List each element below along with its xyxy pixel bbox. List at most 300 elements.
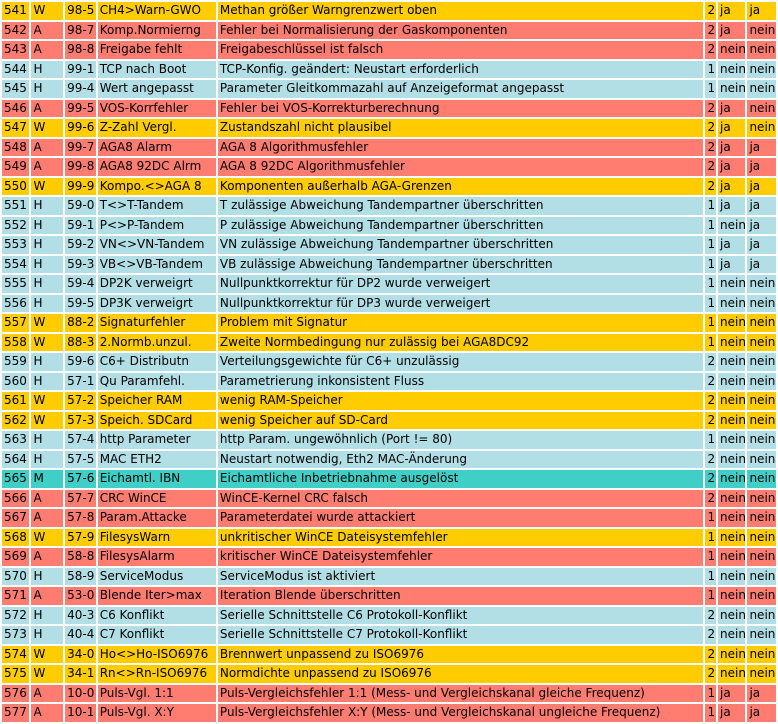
message-short-text-cell: Kompo.<>AGA 8: [98, 178, 216, 196]
message-level-cell: 2: [705, 139, 716, 157]
message-level-cell: 1: [705, 61, 716, 79]
message-flag1-cell: ja: [718, 236, 745, 254]
message-number-cell: 571: [2, 587, 29, 605]
message-level-cell: 2: [705, 2, 716, 20]
message-flag2-cell: nein: [747, 509, 776, 527]
message-short-text-cell: C6+ Distributn: [98, 353, 216, 371]
message-short-text-cell: P<>P-Tandem: [98, 217, 216, 235]
message-short-text-cell: Speicher RAM: [98, 392, 216, 410]
table-row: [2, 431, 776, 449]
message-short-text-cell: Z-Zahl Vergl.: [98, 119, 216, 137]
message-description-cell: Normdichte unpassend zu ISO6976: [218, 665, 704, 683]
message-flag1-cell: nein: [718, 392, 745, 410]
table-row: [2, 61, 776, 79]
message-description-cell: Iteration Blende überschritten: [218, 587, 704, 605]
message-type-cell: H: [31, 568, 63, 586]
message-flag2-cell: nein: [747, 100, 776, 118]
message-code-cell: 59-1: [65, 217, 96, 235]
message-number-cell: 562: [2, 412, 29, 430]
message-level-cell: 2: [705, 100, 716, 118]
message-type-cell: A: [31, 100, 63, 118]
message-number-cell: 574: [2, 646, 29, 664]
message-type-cell: H: [31, 373, 63, 391]
message-flag1-cell: nein: [718, 529, 745, 547]
message-flag1-cell: nein: [718, 431, 745, 449]
message-flag1-cell: nein: [718, 412, 745, 430]
table-row: [2, 548, 776, 566]
message-type-cell: W: [31, 2, 63, 20]
message-short-text-cell: DP2K verweigrt: [98, 275, 216, 293]
message-flag2-cell: nein: [747, 353, 776, 371]
message-description-cell: Komponenten außerhalb AGA-Grenzen: [218, 178, 704, 196]
table-row: [2, 665, 776, 683]
message-number-cell: 559: [2, 353, 29, 371]
message-number-cell: 551: [2, 197, 29, 215]
message-number-cell: 545: [2, 80, 29, 98]
message-code-cell: 99-9: [65, 178, 96, 196]
message-number-cell: 555: [2, 275, 29, 293]
message-number-cell: 567: [2, 509, 29, 527]
message-type-cell: A: [31, 685, 63, 703]
message-flag1-cell: ja: [718, 197, 745, 215]
message-flag1-cell: nein: [718, 295, 745, 313]
message-description-cell: Serielle Schnittstelle C6 Protokoll-Konflikt: [218, 607, 704, 625]
message-type-cell: W: [31, 665, 63, 683]
message-number-cell: 569: [2, 548, 29, 566]
message-type-cell: H: [31, 61, 63, 79]
message-description-cell: VN zulässige Abweichung Tandempartner überschritten: [218, 236, 704, 254]
table-row: [2, 568, 776, 586]
message-flag2-cell: ja: [747, 256, 776, 274]
message-type-cell: H: [31, 626, 63, 644]
message-flag1-cell: ja: [718, 178, 745, 196]
message-code-cell: 57-5: [65, 451, 96, 469]
message-flag2-cell: nein: [747, 568, 776, 586]
message-level-cell: 2: [705, 353, 716, 371]
message-number-cell: 572: [2, 607, 29, 625]
message-number-cell: 577: [2, 704, 29, 722]
message-flag2-cell: nein: [747, 275, 776, 293]
message-code-cell: 88-3: [65, 334, 96, 352]
message-level-cell: 2: [705, 392, 716, 410]
message-code-cell: 57-9: [65, 529, 96, 547]
message-code-cell: 57-6: [65, 470, 96, 488]
message-level-cell: 1: [705, 685, 716, 703]
message-code-cell: 59-2: [65, 236, 96, 254]
message-type-cell: W: [31, 646, 63, 664]
message-level-cell: 1: [705, 548, 716, 566]
message-short-text-cell: Blende Iter>max: [98, 587, 216, 605]
message-flag2-cell: nein: [747, 392, 776, 410]
message-level-cell: 1: [705, 217, 716, 235]
table-row: [2, 685, 776, 703]
message-code-cell: 99-8: [65, 158, 96, 176]
message-number-cell: 544: [2, 61, 29, 79]
message-flag1-cell: nein: [718, 314, 745, 332]
message-number-cell: 575: [2, 665, 29, 683]
message-short-text-cell: MAC ETH2: [98, 451, 216, 469]
message-code-cell: 40-4: [65, 626, 96, 644]
message-code-cell: 57-3: [65, 412, 96, 430]
message-short-text-cell: Qu Paramfehl.: [98, 373, 216, 391]
message-number-cell: 560: [2, 373, 29, 391]
message-flag1-cell: nein: [718, 61, 745, 79]
table-row: [2, 236, 776, 254]
message-number-cell: 541: [2, 2, 29, 20]
table-row: [2, 334, 776, 352]
message-number-cell: 554: [2, 256, 29, 274]
message-flag1-cell: nein: [718, 470, 745, 488]
message-level-cell: 1: [705, 275, 716, 293]
message-code-cell: 99-4: [65, 80, 96, 98]
message-short-text-cell: AGA8 92DC Alrm: [98, 158, 216, 176]
message-level-cell: 2: [705, 626, 716, 644]
message-type-cell: A: [31, 139, 63, 157]
message-short-text-cell: Freigabe fehlt: [98, 41, 216, 59]
message-number-cell: 553: [2, 236, 29, 254]
message-type-cell: A: [31, 587, 63, 605]
message-type-cell: H: [31, 275, 63, 293]
message-flag2-cell: ja: [747, 704, 776, 722]
message-code-cell: 53-0: [65, 587, 96, 605]
message-description-cell: Parametrierung inkonsistent Fluss: [218, 373, 704, 391]
message-flag1-cell: nein: [718, 334, 745, 352]
message-short-text-cell: AGA8 Alarm: [98, 139, 216, 157]
message-flag2-cell: nein: [747, 626, 776, 644]
message-code-cell: 88-2: [65, 314, 96, 332]
message-number-cell: 558: [2, 334, 29, 352]
message-flag1-cell: nein: [718, 607, 745, 625]
message-flag2-cell: nein: [747, 373, 776, 391]
message-type-cell: H: [31, 80, 63, 98]
message-type-cell: A: [31, 704, 63, 722]
message-level-cell: 2: [705, 490, 716, 508]
message-description-cell: http Param. ungewöhnlich (Port != 80): [218, 431, 704, 449]
message-code-cell: 40-3: [65, 607, 96, 625]
message-code-cell: 57-4: [65, 431, 96, 449]
message-flag2-cell: nein: [747, 529, 776, 547]
message-description-cell: P zulässige Abweichung Tandempartner überschritten: [218, 217, 704, 235]
message-number-cell: 564: [2, 451, 29, 469]
message-short-text-cell: CH4>Warn-GWO: [98, 2, 216, 20]
message-code-cell: 34-1: [65, 665, 96, 683]
message-level-cell: 1: [705, 334, 716, 352]
message-short-text-cell: DP3K verweigrt: [98, 295, 216, 313]
message-number-cell: 547: [2, 119, 29, 137]
message-type-cell: H: [31, 353, 63, 371]
message-type-cell: H: [31, 217, 63, 235]
message-flag2-cell: nein: [747, 119, 776, 137]
table-row: [2, 80, 776, 98]
message-flag2-cell: nein: [747, 607, 776, 625]
message-short-text-cell: http Parameter: [98, 431, 216, 449]
table-row: [2, 2, 776, 20]
message-short-text-cell: TCP nach Boot: [98, 61, 216, 79]
message-description-cell: Fehler bei Normalisierung der Gaskomponenten: [218, 22, 704, 40]
table-row: [2, 412, 776, 430]
message-code-cell: 59-0: [65, 197, 96, 215]
table-row: [2, 470, 776, 488]
message-code-cell: 98-8: [65, 41, 96, 59]
message-description-cell: TCP-Konfig. geändert: Neustart erforderlich: [218, 61, 704, 79]
message-type-cell: A: [31, 490, 63, 508]
message-description-cell: Nullpunktkorrektur für DP2 wurde verweigert: [218, 275, 704, 293]
message-flag2-cell: ja: [747, 685, 776, 703]
message-description-cell: Freigabeschlüssel ist falsch: [218, 41, 704, 59]
message-code-cell: 99-1: [65, 61, 96, 79]
message-short-text-cell: T<>T-Tandem: [98, 197, 216, 215]
message-flag2-cell: nein: [747, 334, 776, 352]
message-level-cell: 2: [705, 470, 716, 488]
message-number-cell: 566: [2, 490, 29, 508]
message-level-cell: 2: [705, 412, 716, 430]
message-description-cell: Fehler bei VOS-Korrekturberechnung: [218, 100, 704, 118]
message-flag1-cell: ja: [718, 685, 745, 703]
table-row: [2, 178, 776, 196]
message-flag1-cell: nein: [718, 548, 745, 566]
table-row: [2, 158, 776, 176]
message-flag1-cell: ja: [718, 256, 745, 274]
table-row: [2, 314, 776, 332]
message-flag2-cell: nein: [747, 80, 776, 98]
message-number-cell: 550: [2, 178, 29, 196]
message-code-cell: 57-2: [65, 392, 96, 410]
message-description-cell: kritischer WinCE Dateisystemfehler: [218, 548, 704, 566]
message-description-cell: AGA 8 Algorithmusfehler: [218, 139, 704, 157]
message-number-cell: 565: [2, 470, 29, 488]
table-row: [2, 451, 776, 469]
message-level-cell: 1: [705, 704, 716, 722]
message-level-cell: 2: [705, 22, 716, 40]
table-row: [2, 607, 776, 625]
message-short-text-cell: Param.Attacke: [98, 509, 216, 527]
table-row: [2, 392, 776, 410]
message-level-cell: 2: [705, 665, 716, 683]
message-short-text-cell: Speich. SDCard: [98, 412, 216, 430]
message-flag1-cell: nein: [718, 626, 745, 644]
message-type-cell: H: [31, 236, 63, 254]
message-type-cell: H: [31, 451, 63, 469]
message-level-cell: 2: [705, 646, 716, 664]
message-description-cell: ServiceModus ist aktiviert: [218, 568, 704, 586]
table-row: [2, 509, 776, 527]
message-flag2-cell: nein: [747, 41, 776, 59]
message-flag1-cell: ja: [718, 2, 745, 20]
message-number-cell: 573: [2, 626, 29, 644]
message-level-cell: 1: [705, 587, 716, 605]
table-row: [2, 529, 776, 547]
message-flag2-cell: nein: [747, 412, 776, 430]
message-flag2-cell: nein: [747, 431, 776, 449]
message-flag1-cell: nein: [718, 353, 745, 371]
message-description-cell: WinCE-Kernel CRC falsch: [218, 490, 704, 508]
message-flag1-cell: nein: [718, 568, 745, 586]
message-flag2-cell: ja: [747, 236, 776, 254]
message-short-text-cell: FilesysAlarm: [98, 548, 216, 566]
message-code-cell: 59-3: [65, 256, 96, 274]
message-description-cell: Puls-Vergleichsfehler 1:1 (Mess- und Vergleichskanal gleiche Frequenz): [218, 685, 704, 703]
message-type-cell: W: [31, 412, 63, 430]
message-flag2-cell: nein: [747, 22, 776, 40]
message-code-cell: 10-1: [65, 704, 96, 722]
message-type-cell: W: [31, 314, 63, 332]
message-flag1-cell: nein: [718, 490, 745, 508]
message-flag2-cell: ja: [747, 178, 776, 196]
message-type-cell: A: [31, 41, 63, 59]
table-row: [2, 41, 776, 59]
table-row: [2, 22, 776, 40]
table-row: [2, 353, 776, 371]
message-short-text-cell: VN<>VN-Tandem: [98, 236, 216, 254]
message-flag1-cell: nein: [718, 665, 745, 683]
message-level-cell: 1: [705, 431, 716, 449]
message-short-text-cell: Ho<>Ho-ISO6976: [98, 646, 216, 664]
message-number-cell: 576: [2, 685, 29, 703]
message-type-cell: W: [31, 178, 63, 196]
message-level-cell: 1: [705, 314, 716, 332]
message-type-cell: W: [31, 119, 63, 137]
message-description-cell: unkritischer WinCE Dateisystemfehler: [218, 529, 704, 547]
message-number-cell: 548: [2, 139, 29, 157]
message-short-text-cell: C7 Konflikt: [98, 626, 216, 644]
message-level-cell: 2: [705, 607, 716, 625]
message-level-cell: 1: [705, 256, 716, 274]
message-level-cell: 1: [705, 568, 716, 586]
message-description-cell: VB zulässige Abweichung Tandempartner überschritten: [218, 256, 704, 274]
message-flag1-cell: nein: [718, 451, 745, 469]
message-code-cell: 99-5: [65, 100, 96, 118]
message-description-cell: Methan größer Warngrenzwert oben: [218, 2, 704, 20]
table-row: [2, 217, 776, 235]
message-code-cell: 57-8: [65, 509, 96, 527]
message-flag1-cell: ja: [718, 704, 745, 722]
message-code-cell: 57-7: [65, 490, 96, 508]
table-row: [2, 490, 776, 508]
message-short-text-cell: 2.Normb.unzul.: [98, 334, 216, 352]
message-number-cell: 543: [2, 41, 29, 59]
table-row: [2, 587, 776, 605]
message-description-cell: Neustart notwendig, Eth2 MAC-Änderung: [218, 451, 704, 469]
table-row: [2, 139, 776, 157]
message-code-cell: 58-9: [65, 568, 96, 586]
message-flag2-cell: nein: [747, 665, 776, 683]
message-short-text-cell: VOS-Korrfehler: [98, 100, 216, 118]
message-flag2-cell: nein: [747, 61, 776, 79]
message-description-cell: Brennwert unpassend zu ISO6976: [218, 646, 704, 664]
message-level-cell: 1: [705, 80, 716, 98]
message-flag2-cell: nein: [747, 295, 776, 313]
message-type-cell: W: [31, 334, 63, 352]
message-number-cell: 546: [2, 100, 29, 118]
message-description-cell: Parameterdatei wurde attackiert: [218, 509, 704, 527]
message-short-text-cell: VB<>VB-Tandem: [98, 256, 216, 274]
message-type-cell: W: [31, 392, 63, 410]
message-type-cell: A: [31, 22, 63, 40]
message-number-cell: 542: [2, 22, 29, 40]
message-table-body: [2, 2, 776, 722]
table-row: [2, 100, 776, 118]
message-description-cell: Nullpunktkorrektur für DP3 wurde verweigert: [218, 295, 704, 313]
message-description-cell: Problem mit Signatur: [218, 314, 704, 332]
message-short-text-cell: C6 Konflikt: [98, 607, 216, 625]
message-type-cell: H: [31, 197, 63, 215]
message-number-cell: 570: [2, 568, 29, 586]
message-short-text-cell: Eichamtl. IBN: [98, 470, 216, 488]
message-description-cell: AGA 8 92DC Algorithmusfehler: [218, 158, 704, 176]
message-level-cell: 2: [705, 178, 716, 196]
message-number-cell: 549: [2, 158, 29, 176]
message-description-cell: wenig RAM-Speicher: [218, 392, 704, 410]
table-row: [2, 256, 776, 274]
table-row: [2, 626, 776, 644]
message-flag1-cell: nein: [718, 217, 745, 235]
message-flag2-cell: ja: [747, 217, 776, 235]
message-code-cell: 98-5: [65, 2, 96, 20]
message-flag2-cell: nein: [747, 587, 776, 605]
message-code-cell: 57-1: [65, 373, 96, 391]
table-row: [2, 295, 776, 313]
message-flag1-cell: ja: [718, 158, 745, 176]
message-flag2-cell: ja: [747, 158, 776, 176]
message-flag2-cell: ja: [747, 139, 776, 157]
message-flag2-cell: nein: [747, 548, 776, 566]
message-type-cell: H: [31, 295, 63, 313]
message-type-cell: A: [31, 548, 63, 566]
message-flag1-cell: nein: [718, 275, 745, 293]
message-code-cell: 59-5: [65, 295, 96, 313]
message-number-cell: 563: [2, 431, 29, 449]
message-level-cell: 1: [705, 197, 716, 215]
message-short-text-cell: Komp.Normierng: [98, 22, 216, 40]
message-description-cell: T zulässige Abweichung Tandempartner überschritten: [218, 197, 704, 215]
message-type-cell: A: [31, 158, 63, 176]
message-level-cell: 2: [705, 373, 716, 391]
message-flag1-cell: ja: [718, 100, 745, 118]
message-description-cell: Zustandszahl nicht plausibel: [218, 119, 704, 137]
message-flag2-cell: ja: [747, 197, 776, 215]
message-level-cell: 1: [705, 236, 716, 254]
message-flag2-cell: nein: [747, 470, 776, 488]
message-short-text-cell: FilesysWarn: [98, 529, 216, 547]
message-type-cell: M: [31, 470, 63, 488]
message-flag2-cell: nein: [747, 314, 776, 332]
table-row: [2, 646, 776, 664]
message-flag1-cell: nein: [718, 80, 745, 98]
message-number-cell: 561: [2, 392, 29, 410]
message-description-cell: Verteilungsgewichte für C6+ unzulässig: [218, 353, 704, 371]
message-description-cell: Zweite Normbedingung nur zulässig bei AGA8DC92: [218, 334, 704, 352]
message-short-text-cell: Puls-Vgl. 1:1: [98, 685, 216, 703]
message-description-cell: Parameter Gleitkommazahl auf Anzeigeformat angepasst: [218, 80, 704, 98]
message-level-cell: 2: [705, 41, 716, 59]
message-code-cell: 59-6: [65, 353, 96, 371]
message-number-cell: 552: [2, 217, 29, 235]
message-flag2-cell: nein: [747, 646, 776, 664]
message-flag2-cell: ja: [747, 2, 776, 20]
message-flag2-cell: nein: [747, 451, 776, 469]
message-code-cell: 99-6: [65, 119, 96, 137]
message-flag1-cell: nein: [718, 646, 745, 664]
message-description-cell: wenig Speicher auf SD-Card: [218, 412, 704, 430]
table-row: [2, 197, 776, 215]
message-code-cell: 58-8: [65, 548, 96, 566]
message-code-cell: 59-4: [65, 275, 96, 293]
message-flag1-cell: nein: [718, 509, 745, 527]
message-short-text-cell: Rn<>Rn-ISO6976: [98, 665, 216, 683]
message-type-cell: W: [31, 529, 63, 547]
message-flag1-cell: ja: [718, 139, 745, 157]
message-level-cell: 2: [705, 119, 716, 137]
